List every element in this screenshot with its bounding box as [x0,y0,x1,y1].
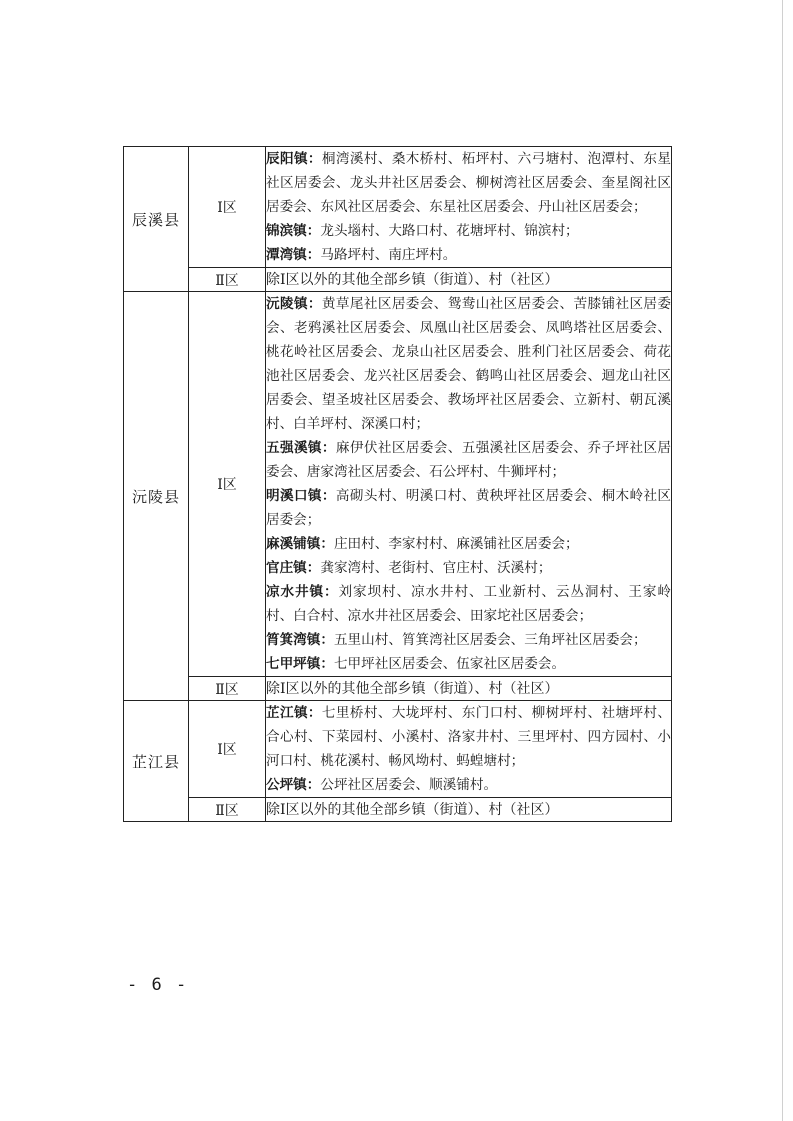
zone-label: Ⅰ区 [189,292,266,677]
village-list: 七甲坪社区居委会、伍家社区居委会。 [333,656,566,672]
zone1-list [266,701,672,798]
zone-label: Ⅰ区 [189,147,266,268]
town-name: 公坪镇： [266,777,321,793]
village-list: 龙头堖村、大路口村、花塘坪村、锦滨村； [320,223,579,239]
zone-label: Ⅱ区 [189,268,266,292]
town-entry [266,652,671,676]
village-list: 五里山村、筲箕湾社区居委会、三角坪社区居委会； [333,632,647,648]
zone2-text: 除Ⅰ区以外的其他全部乡镇（街道）、村（社区） [266,677,672,701]
zone-label: Ⅱ区 [189,798,266,822]
village-list: 马路坪村、南庄坪村。 [320,247,457,263]
village-list: 黄草尾社区居委会、鸳鸯山社区居委会、苦膝铺社区居委会、老鸦溪社区居委会、凤凰山社区居委会、凤鸣塔社区居委会、桃花岭社区居委会、龙泉山社区居委会、胜利门社区居委会、荷花池社区居委会、龙兴社区居委会、鹤鸣山社区居委会、迴龙山社区居委会、望圣坡社区居委会、教场坪社区居委会、立新村、朝瓦溪村、白羊坪村、深溪口村； [266,296,672,432]
town-name: 官庄镇： [266,560,321,576]
town-entry [266,436,671,484]
village-list: 庄田村、李家村村、麻溪铺社区居委会； [333,536,579,552]
town-name: 沅陵镇： [266,296,322,312]
town-name: 筲箕湾镇： [266,632,334,648]
town-entry [266,147,671,219]
town-entry [266,292,671,436]
town-entry [266,532,671,556]
zone2-text: 除Ⅰ区以外的其他全部乡镇（街道）、村（社区） [266,268,672,292]
table-row [124,677,672,701]
town-entry [266,773,671,797]
town-name: 锦滨镇： [266,223,321,239]
village-list: 桐湾溪村、桑木桥村、柘坪村、六弓塘村、泡潭村、东星社区居委会、龙头井社区居委会、柳树湾社区居委会、奎星阁社区居委会、东风社区居委会、东星社区居委会、丹山社区居委会； [266,151,672,215]
county-name: 芷江县 [124,701,189,822]
village-list: 高砌头村、明溪口村、黄秧坪社区居委会、桐木岭社区居委会； [266,488,672,528]
village-list: 刘家坝村、凉水井村、工业新村、云丛洞村、王家岭村、白合村、凉水井社区居委会、田家坨社区居委会； [266,584,671,624]
county-name: 沅陵县 [124,292,189,701]
town-name: 麻溪铺镇： [266,536,334,552]
county-name: 辰溪县 [124,147,189,292]
table-row [124,292,672,677]
zone1-list [266,292,672,677]
town-name: 凉水井镇： [266,584,339,600]
table-row [124,701,672,798]
zone-label: Ⅱ区 [189,677,266,701]
scan-edge-line [782,0,783,1121]
village-list: 七里桥村、大垅坪村、东门口村、柳树坪村、社塘坪村、合心村、下菜园村、小溪村、洛家井村、三里坪村、四方园村、小河口村、桃花溪村、畅风坳村、蚂蝗塘村； [266,705,672,769]
town-entry [266,628,671,652]
town-name: 明溪口镇： [266,488,336,504]
town-name: 芷江镇： [266,705,322,721]
table-row [124,268,672,292]
town-name: 五强溪镇： [266,440,336,456]
table-row [124,147,672,268]
town-entry [266,243,671,267]
zone2-text: 除Ⅰ区以外的其他全部乡镇（街道）、村（社区） [266,798,672,822]
village-list: 龚家湾村、老街村、官庄村、沃溪村； [320,560,552,576]
page-number: - 6 - [127,975,189,995]
town-entry [266,556,671,580]
town-entry [266,701,671,773]
village-list: 麻伊伏社区居委会、五强溪社区居委会、乔子坪社区居委会、唐家湾社区居委会、石公坪村、牛狮坪村； [266,440,672,480]
town-entry [266,580,671,628]
zone-label: Ⅰ区 [189,701,266,798]
town-name: 辰阳镇： [266,151,322,167]
town-name: 七甲坪镇： [266,656,334,672]
town-entry [266,484,671,532]
town-entry [266,219,671,243]
town-name: 潭湾镇： [266,247,321,263]
table-row [124,798,672,822]
zone1-list [266,147,672,268]
district-table [123,146,672,822]
village-list: 公坪社区居委会、顺溪铺村。 [320,777,498,793]
